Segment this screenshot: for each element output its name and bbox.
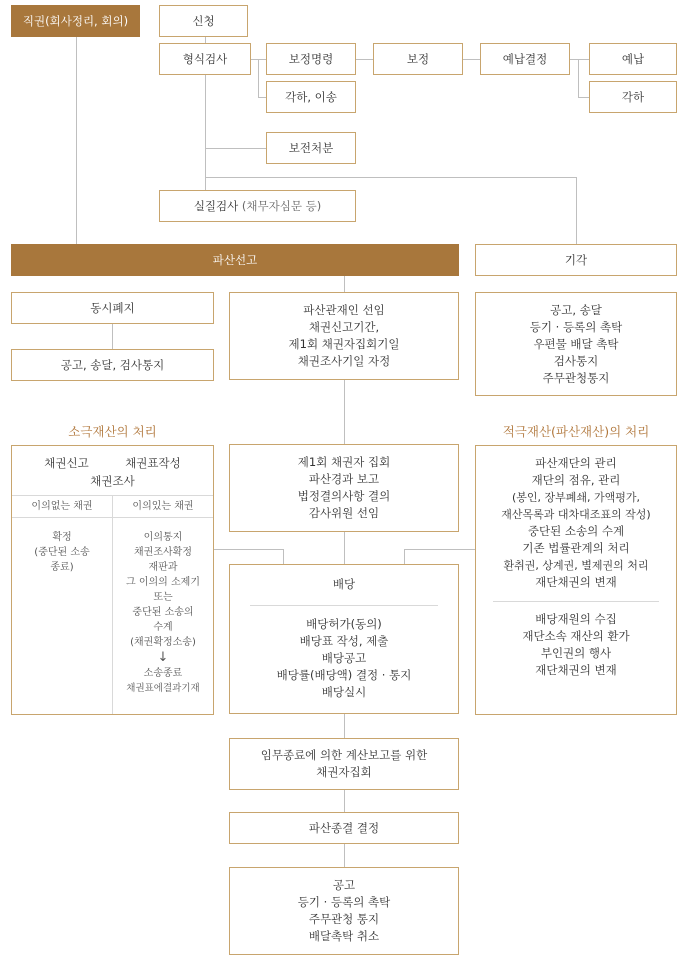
gakha-iseong-box bbox=[266, 81, 356, 113]
objection-col bbox=[113, 496, 213, 714]
connector bbox=[283, 549, 284, 564]
objection-line: 수계 bbox=[153, 622, 173, 633]
gakha-iseong-label: 각하, 이송 bbox=[285, 89, 337, 104]
connector bbox=[404, 549, 405, 564]
objection-line: 채권조사확정 bbox=[134, 547, 192, 558]
first-meeting-line: 감사위원 선임 bbox=[308, 506, 380, 520]
first-meeting-line: 제1회 채권자 집회 bbox=[297, 455, 391, 469]
gakha-label: 각하 bbox=[621, 89, 645, 104]
connector bbox=[112, 324, 113, 349]
siljil-box bbox=[159, 190, 356, 222]
objection-line: 또는 bbox=[153, 592, 173, 603]
jikgwon-box bbox=[11, 5, 140, 37]
jeokgeuk-line: 재산목록과 대차대조표의 작성) bbox=[501, 508, 651, 521]
final-line: 주무관청 통지 bbox=[308, 912, 380, 926]
no-objection-col bbox=[12, 496, 113, 714]
pasan-seongo-label: 파산선고 bbox=[212, 252, 258, 267]
connector bbox=[76, 37, 77, 245]
jeokgeuk-line: 기존 법률관계의 처리 bbox=[522, 541, 630, 555]
gakha-box bbox=[589, 81, 677, 113]
jeokgeuk-line: 파산재단의 관리 bbox=[535, 456, 617, 470]
first-meeting-line: 법정결의사항 결의 bbox=[297, 489, 391, 503]
first-meeting-line: 파산경과 보고 bbox=[308, 472, 380, 486]
baedang-line: 배당허가(동의) bbox=[306, 617, 382, 631]
jeokgeuk-line: 환취권, 상계권, 별제권의 처리 bbox=[503, 559, 649, 572]
jeokgeuk-line: 중단된 소송의 수계 bbox=[527, 524, 625, 538]
gigak-label: 기각 bbox=[564, 252, 588, 267]
sincheong-box bbox=[159, 5, 248, 37]
objection-end-line: 소송종료 bbox=[143, 668, 183, 679]
jeokgeuk-line: 재단소속 재산의 환가 bbox=[522, 629, 630, 643]
bojeong-label: 보정 bbox=[406, 51, 430, 66]
objection-header: 이의있는 채권 bbox=[113, 496, 213, 518]
sogeuk-header bbox=[12, 446, 213, 490]
baedang-line: 배당실시 bbox=[321, 685, 367, 699]
jonggyeol-label: 파산종결 결정 bbox=[308, 820, 380, 835]
connector bbox=[576, 177, 577, 244]
siljil-sub: (채무자심문 등) bbox=[238, 198, 322, 213]
pasan-seongo-bar bbox=[11, 244, 459, 276]
baedang-divider bbox=[250, 605, 438, 606]
connector bbox=[578, 59, 579, 97]
baedang-line: 배당표 작성, 제출 bbox=[299, 634, 389, 648]
bojeon-box bbox=[266, 132, 356, 164]
right-list-item: 검사통지 bbox=[553, 353, 599, 368]
sogeuk-columns bbox=[12, 495, 213, 714]
sogeuk-title: 소극재산의 처리 bbox=[68, 424, 157, 439]
jeokgeuk-divider bbox=[493, 601, 659, 602]
first-meeting-box bbox=[229, 444, 459, 532]
seonim-line: 파산관재인 선임 bbox=[303, 303, 385, 317]
objection-line: 이의통지 bbox=[143, 532, 183, 543]
objection-line: 그 이의의 소제기 bbox=[126, 577, 200, 588]
sogeuk-box bbox=[11, 445, 214, 715]
jeokgeuk-box bbox=[475, 445, 677, 715]
jeokgeuk-line: 재단채권의 변재 bbox=[535, 575, 617, 589]
chaegwonpyo-label: 채권표작성 bbox=[125, 456, 181, 470]
bojeong-myeongryeong-label: 보정명령 bbox=[288, 51, 334, 66]
baedang-line: 배당공고 bbox=[321, 651, 367, 665]
connector bbox=[570, 59, 589, 60]
immu-box bbox=[229, 738, 459, 790]
connector bbox=[578, 97, 589, 98]
right-list-item: 등기 · 등록의 촉탁 bbox=[529, 319, 623, 334]
connector bbox=[344, 844, 345, 867]
immu-line: 임무종료에 의한 계산보고를 위한 bbox=[260, 748, 428, 762]
sincheong-label: 신청 bbox=[192, 13, 215, 28]
jeokgeuk-line: 재단채권의 변재 bbox=[535, 663, 617, 677]
yenap-label: 예납 bbox=[621, 51, 645, 66]
right-list-box bbox=[475, 292, 677, 396]
jeokgeuk-line: 배당재원의 수집 bbox=[535, 612, 617, 626]
gigak-box bbox=[475, 244, 677, 276]
hyeongsik-box bbox=[159, 43, 251, 75]
connector bbox=[404, 549, 475, 550]
immu-line: 채권자집회 bbox=[316, 765, 372, 779]
connector bbox=[344, 380, 345, 444]
no-objection-line: (중단된 소송 bbox=[34, 547, 90, 558]
connector bbox=[344, 532, 345, 564]
dongsi-box bbox=[11, 292, 214, 324]
chaegwonsingo-label: 채권신고 bbox=[44, 456, 89, 470]
yenap-gyeoljeong-label: 예납결정 bbox=[502, 51, 548, 66]
final-line: 배달촉탁 취소 bbox=[308, 929, 380, 943]
siljil-label bbox=[194, 198, 321, 215]
gonggo-box bbox=[11, 349, 214, 381]
seonim-line: 채권조사기일 자정 bbox=[297, 354, 391, 368]
final-box bbox=[229, 867, 459, 955]
gonggo-label: 공고, 송달, 검사통지 bbox=[60, 357, 165, 372]
objection-line: 중단된 소송의 bbox=[132, 607, 194, 618]
jeokgeuk-line: (봉인, 장부폐쇄, 가액평가, bbox=[511, 491, 641, 504]
jonggyeol-box bbox=[229, 812, 459, 844]
connector bbox=[205, 148, 266, 149]
baedang-line: 배당률(배당액) 결정 · 통지 bbox=[276, 668, 412, 682]
connector bbox=[344, 714, 345, 738]
connector bbox=[344, 276, 345, 292]
dongsi-label: 동시폐지 bbox=[90, 300, 135, 315]
baedang-title: 배당 bbox=[332, 577, 356, 591]
baedang-box bbox=[229, 564, 459, 714]
yenap-gyeoljeong-box bbox=[480, 43, 570, 75]
arrow-down-icon: ↓ bbox=[157, 650, 169, 665]
connector bbox=[258, 97, 266, 98]
connector bbox=[463, 59, 480, 60]
connector bbox=[205, 177, 576, 178]
bojeong-myeongryeong-box bbox=[266, 43, 356, 75]
objection-end-line: 채권표에결과기재 bbox=[126, 683, 200, 694]
seonim-box bbox=[229, 292, 459, 380]
bojeong-box bbox=[373, 43, 463, 75]
seonim-line: 채권신고기간, bbox=[308, 320, 380, 334]
objection-line: (채권확정소송) bbox=[130, 637, 196, 648]
seonim-line: 제1회 채권자집회기일 bbox=[288, 337, 400, 351]
hyeongsik-label: 형식검사 bbox=[182, 51, 228, 66]
connector bbox=[344, 790, 345, 812]
jeokgeuk-line: 재단의 점유, 관리 bbox=[531, 473, 621, 487]
chaegwonjosa-label: 채권조사 bbox=[90, 474, 135, 488]
final-line: 공고 bbox=[332, 878, 356, 892]
right-list-item: 우편물 배달 촉탁 bbox=[533, 336, 619, 351]
objection-line: 재판과 bbox=[148, 562, 178, 573]
final-line: 등기 · 등록의 촉탁 bbox=[297, 895, 391, 909]
connector bbox=[213, 549, 283, 550]
jeokgeuk-title: 적극재산(파산재산)의 처리 bbox=[502, 424, 650, 439]
siljil-main: 실질검사 bbox=[193, 198, 239, 213]
connector bbox=[356, 59, 373, 60]
no-objection-header: 이의없는 채권 bbox=[12, 496, 112, 518]
connector bbox=[258, 59, 259, 97]
no-objection-line: 확정 bbox=[52, 532, 72, 543]
bojeon-label: 보전처분 bbox=[288, 140, 334, 155]
jikgwon-label: 직권(회사정리, 회의) bbox=[22, 13, 129, 28]
jeokgeuk-line: 부인권의 행사 bbox=[540, 646, 612, 660]
yenap-box bbox=[589, 43, 677, 75]
no-objection-line: 종료) bbox=[50, 562, 74, 573]
right-list-item: 공고, 송달 bbox=[550, 302, 602, 317]
right-list-item: 주무관청통지 bbox=[542, 370, 610, 385]
